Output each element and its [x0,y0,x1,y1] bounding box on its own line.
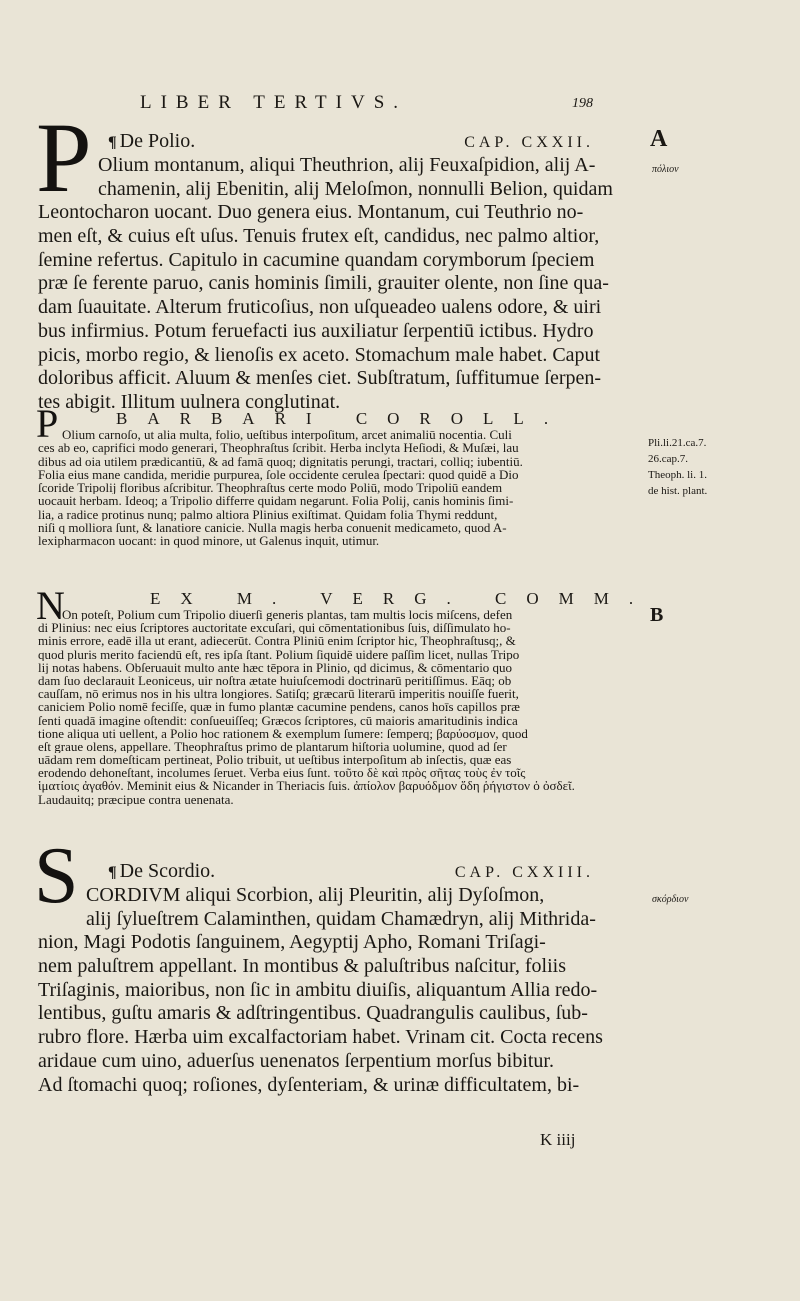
comm-line-13: erodendo dehoneſtant, incolumes ſeruet. Verba eius ſunt. τοῦτο δὲ καὶ πρὸς σῆτας τοὺς ἐν τοῖς [38,766,526,780]
barbari-line-5: ſcoride Tripolij floribus aſcribitur. Theophraſtus certe modo Poliū, modo Tripoliū eandem [38,481,503,495]
margin-letter-a: A [650,126,668,152]
scordio-line-1: CORDIVM aliqui Scorbion, alij Pleuritin, alij Dyſoſmon, [86,884,545,906]
scordio-section [38,860,634,1097]
polio-line-7: dam ſuauitate. Alterum fruticoſius, non uſqueadeo ualens odore, & uiri [38,296,602,319]
barbari-line-6: uocauit herbam. Ideoq; a Tripolio differre quidam negarunt. Folia Polij, canis hominis ſimi- [38,494,514,508]
barbari-line-1: Olium carnoſo, ut alia multa, folio, ueſtibus interpoſitum, arcet animaliū nocentia. Culi [62,428,512,442]
scordio-line-8: aridaue cum uino, aduerſus uenenatos ſerpentium morſus bibitur. [38,1049,554,1072]
polio-line-2: chamenin, alij Ebenitin, alij Meloſmon, nonnulli Belion, quidam [98,177,613,200]
polio-title: De Polio. [119,130,196,152]
barbari-line-8: niſi q molliora ſunt, & lanatiore canicie. Nulla magis herba conuenit medicameto, quod A- [38,521,507,535]
polio-chapter: CAP. CXXII. [464,134,594,151]
signature-mark: K iiij [540,1130,576,1149]
barbari-line-7: lia, a radice protinus nunq; palmo altiora Plinius exiſtimat. Quidam folia Thymi reddunt, [38,507,498,522]
scordio-line-2: alij ſylueſtrem Calaminthen, quidam Chamædryn, alij Mithrida- [86,907,596,930]
margin-note-4: de hist. plant. [648,485,708,497]
comm-line-9: ſenti quadā imagine oſtendit: conſueuiſſeq; Græcos ſcriptores, cū maioris amaritudinis indica [38,713,518,727]
comm-line-10: tione aliqua uti uellent, a Polio hoc rationem & exemplum ſumere: ſemperq; βαρύοσμον, quod [38,726,528,740]
polio-heading [108,130,634,154]
barbari-heading: BARBARI COROLL. [116,409,569,428]
margin-greek-polion: πόλιον [652,164,679,175]
pilcrow-icon: ¶ [108,864,117,881]
polio-section [38,130,634,415]
comm-line-14: ἱματίοις ἀγαθόν. Meminit eius & Nicander in Theriacis ſuis. ἀπίολον βαρυόδμον ὅδη ῥήγιστον ὁ ὀσδεῖ. [38,779,575,793]
margin-note-2: 26.cap.7. [648,453,689,465]
comm-line-8: caniciem Polio nomē feciſſe, quæ in fumo plantæ cacumine pendens, canos hoīs capillos præ [38,700,520,714]
polio-drop-cap: P [36,102,92,213]
barbari-line-9: lexipharmacon uocant: in quod minore, ut Galenus inquit, utimur. [38,534,380,548]
barbari-section [38,410,634,548]
scordio-heading [108,860,634,884]
comm-section [38,589,654,806]
comm-line-2: di Plinius: nec eius ſcriptores auctoritate excuſari, qui cōmentationibus ſuis, diſſimulato ho- [38,621,511,635]
comm-line-5: lij notas habens. Obſeruauit multo ante hæc tēpora in Plinio, qd dicimus, & cōmentario quo [38,660,513,674]
polio-line-9: picis, morbo regio, & lienoſis ex aceto. Stomachum male habet. Caput [38,343,601,366]
margin-greek-skordion: σκόρδιον [652,894,689,905]
barbari-line-4: Folia eius mane candida, meridie purpurea, ſole occidente cerulea ſpectari: quod quidē a Dio [38,467,519,482]
polio-line-10: doloribus afficit. Aluum & menſes ciet. Subſtratum, ſuffitumue ſerpen- [38,367,602,390]
comm-drop-cap: N [36,583,65,628]
scordio-chapter: CAP. CXXIII. [454,864,594,881]
margin-note-3: Theoph. li. 1. [648,469,707,481]
scordio-drop-cap: S [34,832,79,920]
polio-line-5: ſemine refertus. Capitulo in cacumine quandam corymborum ſpeciem [38,248,595,271]
polio-line-1: Olium montanum, aliqui Theuthrion, alij Feuxaſpidion, alij A- [98,154,596,176]
running-head: LIBER TERTIVS. [140,92,408,113]
comm-line-15: Laudauitq; præcipue contra uenenata. [38,792,234,806]
scordio-line-7: rubro flore. Hærba uim excalfactoriam habet. Vrinam cit. Cocta recens [38,1026,603,1049]
scordio-title: De Scordio. [119,860,216,882]
comm-line-1: On poteſt, Polium cum Tripolio diuerſi generis plantas, tam multis locis miſcens, defen [62,608,513,622]
polio-line-4: men eſt, & cuius eſt uſus. Tenuis frutex eſt, candidus, nec palmo altior, [38,225,600,248]
polio-line-8: bus infirmius. Potum feruefacti ius auxiliatur ſerpentiū ictibus. Hydro [38,319,594,342]
scordio-line-4: nem paluſtrem appellant. In montibus & paluſtribus naſcitur, foliis [38,955,566,978]
comm-line-11: eſt graue olens, appellare. Theophraſtus primo de plantarum hiſtoria uolumine, quod ad ſer [38,739,507,754]
margin-note-1: Pli.li.21.ca.7. [648,437,707,449]
scordio-line-5: Triſaginis, maioribus, non ſic in ambitu diuiſis, aliquantum Allia redo- [38,978,598,1001]
barbari-line-3: dibus ad oia utilem prædicantiū, & ad famā quoq; dignitatis perungi, tractari, colliq; iubentiū. [38,454,523,468]
comm-line-4: quod pluris merito faciendū eſt, res ipſa ſtant. Polium ſiquidē uidere paſſim licet, nullas Tripo [38,647,520,661]
comm-heading: EX M. VERG. COMM. [150,589,654,608]
pilcrow-icon: ¶ [108,134,117,151]
polio-line-11: tes abigit. Illitum uulnera conglutinat. [38,390,341,413]
comm-line-6: dam ſuo declarauit Leoniceus, uir noſtra ætate huiuſcemodi doctrinarū peritiſſimus. Eāq; ob [38,673,512,688]
comm-line-7: cauſſam, nō erimus nos in his ultra longiores. Satiſq; græcarū literarū imperitis nouiſſe fuerit, [38,687,519,701]
barbari-drop-cap: P [36,401,59,446]
comm-line-3: minis errore, eadē illa ut erant, adiecerūt. Contra Pliniū enim ſcriptor hic, Theophraſtusq;, & [38,634,516,648]
polio-line-6: præ ſe ferente paruo, canis hominis ſimili, grauiter olente, non ſine qua- [38,272,609,295]
folio-number: 198 [572,96,593,111]
barbari-line-2: ces ab eo, caprifici modo generari, Theophraſtus ſcribit. Herba inclyta Heſiodi, & Muſæi, lau [38,441,519,455]
polio-line-3: Leontocharon uocant. Duo genera eius. Montanum, cui Teuthrio no- [38,201,584,224]
scordio-line-6: lentibus, guſtu amaris & adſtringentibus. Quadrangulis caulibus, ſub- [38,1002,588,1025]
scordio-line-3: nion, Magi Podotis ſanguinem, Aegyptij Apho, Romani Triſagi- [38,931,546,954]
scordio-line-9: Ad ſtomachi quoq; roſiones, dyſenteriam, & urinæ difficultatem, bi- [38,1073,580,1096]
margin-letter-b: B [650,604,664,626]
comm-line-12: uādam rem domeſticam pertineat, Polio tribuit, ut ueſtibus interpoſitum ab inſectis, quæ eas [38,753,512,767]
